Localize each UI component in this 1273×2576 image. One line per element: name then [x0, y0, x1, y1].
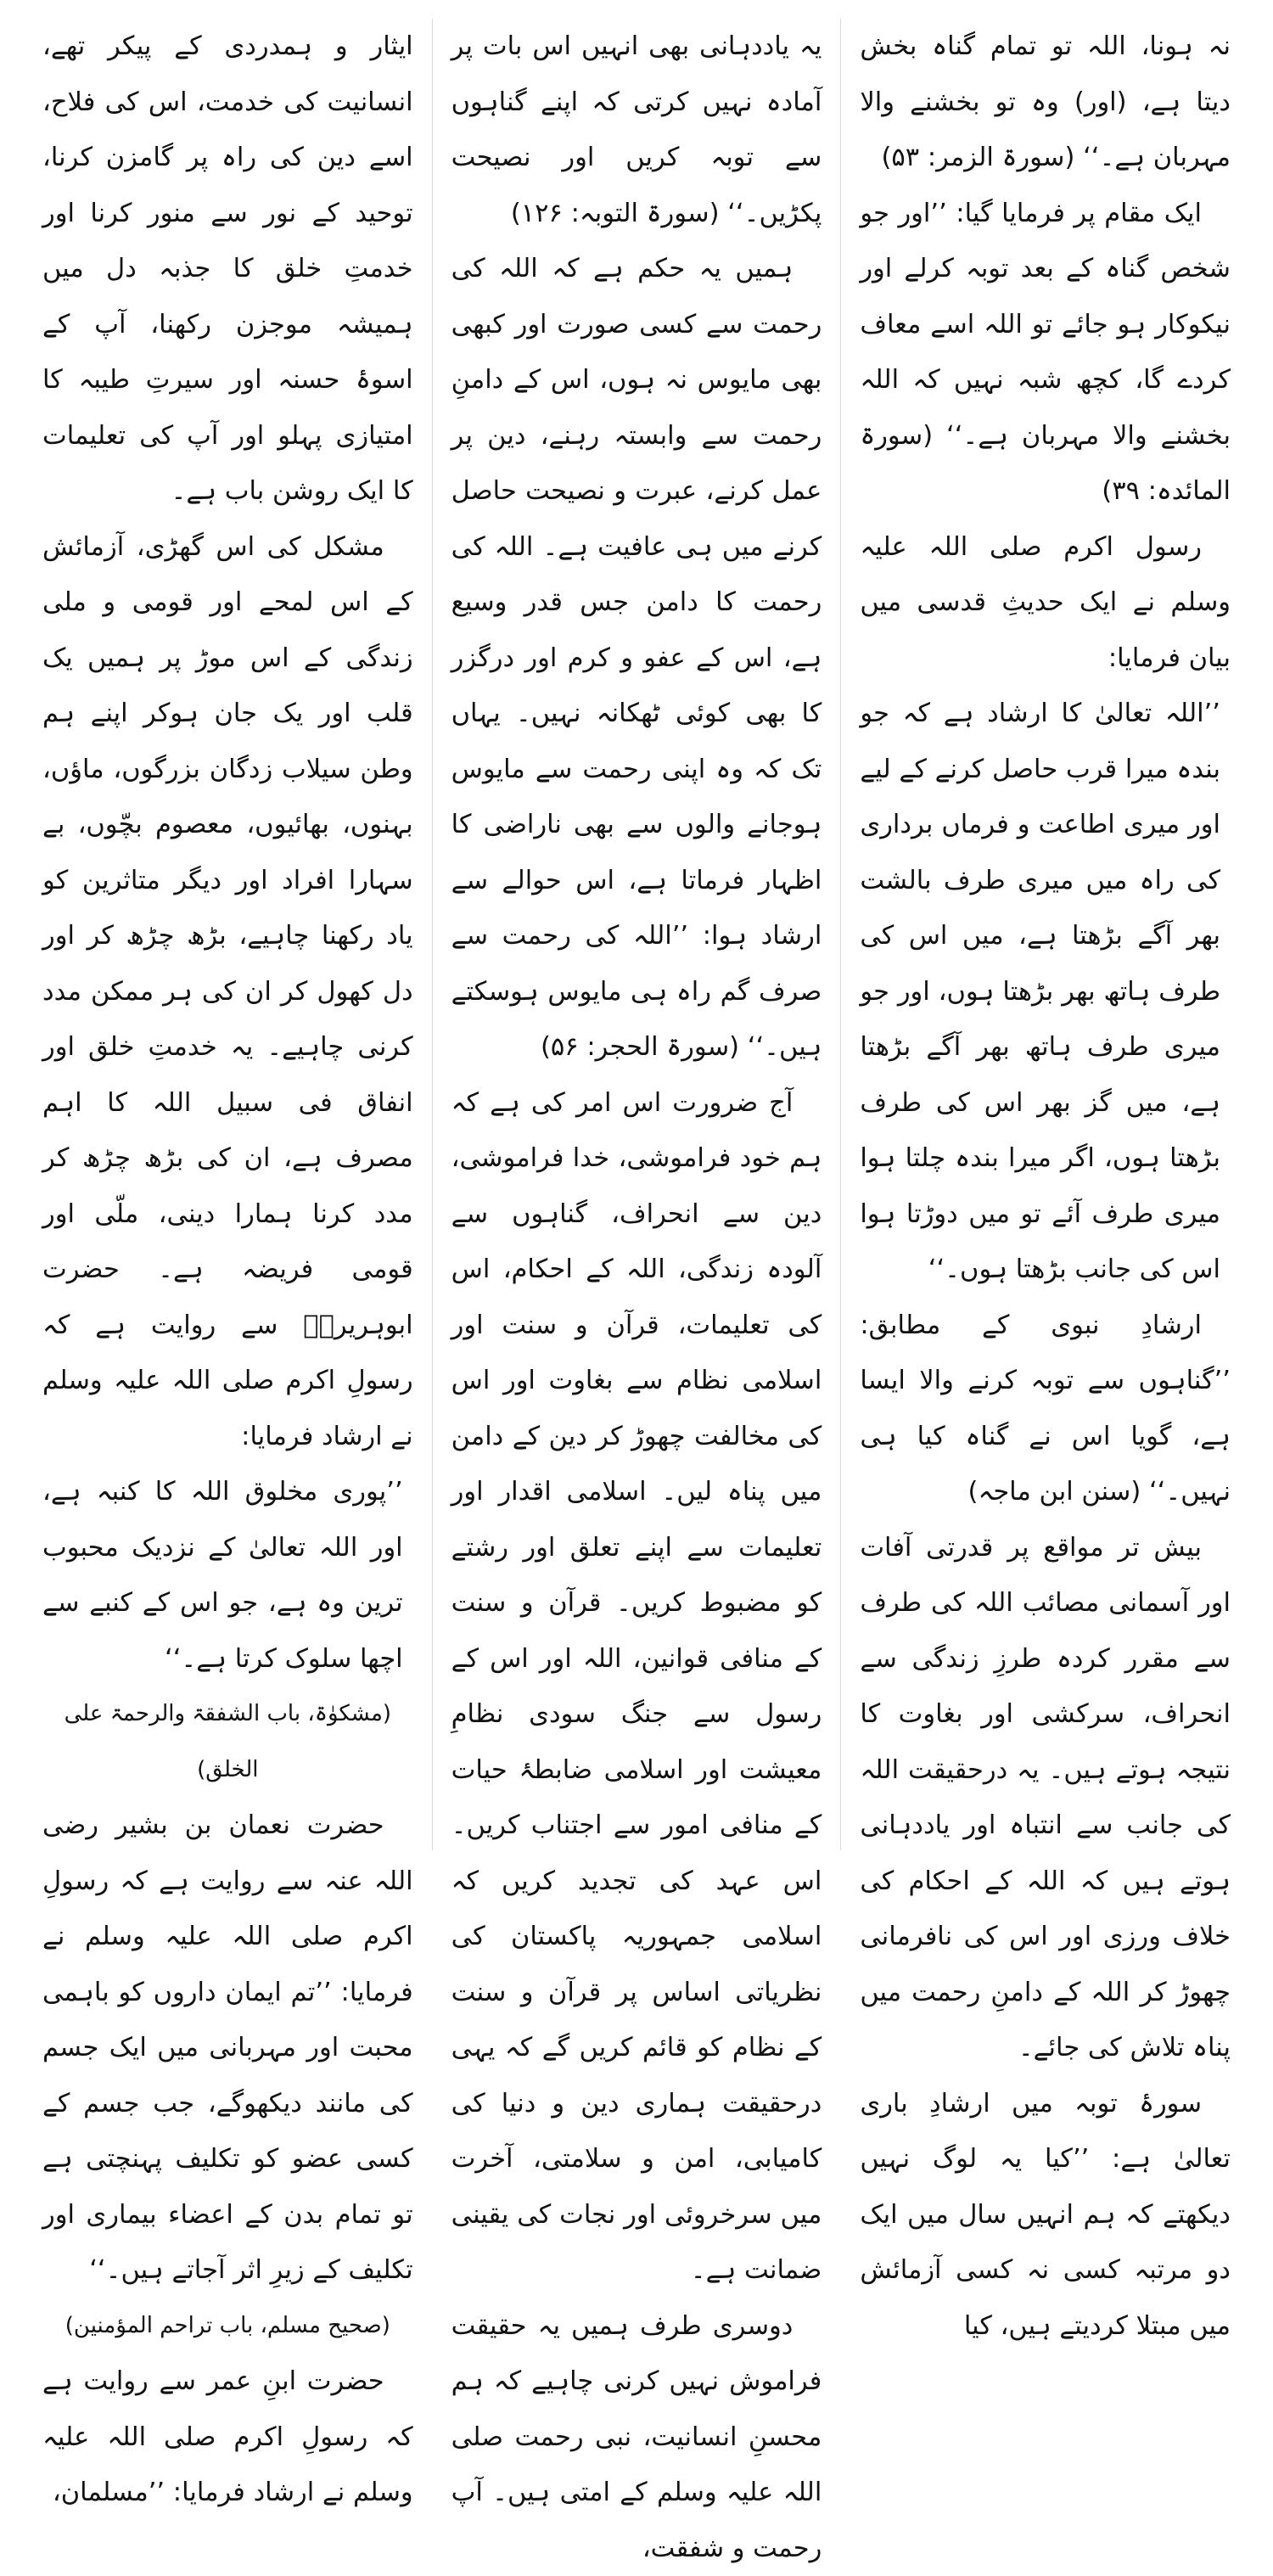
paragraph: نہ ہونا، اللہ تو تمام گناہ بخش دیتا ہے، (اور) وہ تو بخشنے والا مہربان ہے۔‘‘ (سورۃ الزمر: ۵۳): [860, 19, 1231, 186]
paragraph: مشکل کی اس گھڑی، آزمائش کے اس لمحے اور قومی و ملی زندگی کے اس موڑ پر ہمیں یک قلب اور یک جان ہوکر اپنے ہم وطن سیلاب زدگان بزرگوں، ماؤں، بہنوں، بھائیوں، معصوم بچّوں، بے سہارا افراد اور دیگر متاثرین کو یاد رکھنا چاہیے، بڑھ چڑھ کر اور دل کھول کر ان کی ہر ممکن مدد کرنی چاہیے۔ یہ خدمتِ خلق اور انفاق فی سبیل اللہ کا اہم مصرف ہے، ان کی بڑھ چڑھ کر مدد کرنا ہمارا دینی، ملّی اور قومی فریضہ ہے۔ حضرت ابوہریرہؓ سے روایت ہے کہ رسولِ اکرم صلی اللہ علیہ وسلم نے ارشاد فرمایا:: [42, 519, 413, 1465]
paragraph: ’’پوری مخلوق اللہ کا کنبہ ہے، اور اللہ تعالیٰ کے نزدیک محبوب ترین وہ ہے، جو اس کے کنبے سے اچھا سلوک کرتا ہے۔‘‘: [42, 1464, 413, 1686]
column-left: [24, 19, 433, 1850]
paragraph: (مشکوٰۃ، باب الشفقۃ والرحمۃ علی الخلق): [42, 1686, 413, 1798]
paragraph: ایثار و ہمدردی کے پیکر تھے، انسانیت کی خدمت، اس کی فلاح، اسے دین کی راہ پر گامزن کرنا، توحید کے نور سے منور کرنا اور خدمتِ خلق کا جذبہ دل میں ہمیشہ موجزن رکھنا، آپ کے اسوۂ حسنہ اور سیرتِ طیبہ کا امتیازی پہلو اور آپ کی تعلیمات کا ایک روشن باب ہے۔: [42, 19, 413, 519]
paragraph: ہمیں یہ حکم ہے کہ اللہ کی رحمت سے کسی صورت اور کبھی بھی مایوس نہ ہوں، اس کے دامنِ رحمت سے وابستہ رہنے، دین پر عمل کرنے، عبرت و نصیحت حاصل کرنے میں ہی عافیت ہے۔ اللہ کی رحمت کا دامن جس قدر وسیع ہے، اس کے عفو و کرم اور درگزر کا بھی کوئی ٹھکانہ نہیں۔ یہاں تک کہ وہ اپنی رحمت سے مایوس ہوجانے والوں سے بھی ناراضی کا اظہار فرماتا ہے، اس حوالے سے ارشاد ہوا: ’’اللہ کی رحمت سے صرف گم راہ ہی مایوس ہوسکتے ہیں۔‘‘ (سورۃ الحجر: ۵۶): [451, 241, 822, 1075]
paragraph: ’’اللہ تعالیٰ کا ارشاد ہے کہ جو بندہ میرا قرب حاصل کرنے کے لیے اور میری اطاعت و فرماں برداری کی راہ میں میری طرف بالشت بھر آگے بڑھتا ہے، میں اس کی طرف ہاتھ بھر بڑھتا ہوں، اور جو میری طرف ہاتھ بھر آگے بڑھتا ہے، میں گز بھر اس کی طرف بڑھتا ہوں، اگر میرا بندہ چلتا ہوا میری طرف آئے تو میں دوڑتا ہوا اس کی جانب بڑھتا ہوں۔‘‘: [860, 686, 1231, 1298]
paragraph: ارشادِ نبوی کے مطابق: ’’گناہوں سے توبہ کرنے والا ایسا ہے، گویا اس نے گناہ کیا ہی نہیں۔‘‘ (سنن ابن ماجہ): [860, 1298, 1231, 1520]
paragraph: بیش تر مواقع پر قدرتی آفات اور آسمانی مصائب اللہ کی طرف سے مقرر کردہ طرزِ زندگی سے انحراف، سرکشی اور بغاوت کا نتیجہ ہوتے ہیں۔ یہ درحقیقت اللہ کی جانب سے انتباہ اور یاددہانی ہوتے ہیں کہ اللہ کے احکام کی خلاف ورزی اور اس کی نافرمانی چھوڑ کر اللہ کے دامنِ رحمت میں پناہ تلاش کی جائے۔: [860, 1520, 1231, 2076]
paragraph: سورۂ توبہ میں ارشادِ باری تعالیٰ ہے: ’’کیا یہ لوگ نہیں دیکھتے کہ ہم انہیں سال میں ایک دو مرتبہ کسی نہ کسی آزمائش میں مبتلا کردیتے ہیں، کیا: [860, 2076, 1231, 2354]
column-right: [841, 19, 1249, 1850]
paragraph: حضرت ابنِ عمر سے روایت ہے کہ رسولِ اکرم صلی اللہ علیہ وسلم نے ارشاد فرمایا: ’’مسلمان،: [42, 2354, 413, 2521]
paragraph: دوسری طرف ہمیں یہ حقیقت فراموش نہیں کرنی چاہیے کہ ہم محسنِ انسانیت، نبی رحمت صلی اللہ علیہ وسلم کے امتی ہیں۔ آپ رحمت و شفقت،: [451, 2298, 822, 2576]
paragraph: ایک مقام پر فرمایا گیا: ’’اور جو شخص گناہ کے بعد توبہ کرلے اور نیکوکار ہو جائے تو اللہ اسے معاف کردے گا، کچھ شبہ نہیں کہ اللہ بخشنے والا مہربان ہے۔‘‘ (سورۃ المائدہ: ۳۹): [860, 186, 1231, 519]
column-middle: [433, 19, 842, 1850]
paragraph: رسول اکرم صلی اللہ علیہ وسلم نے ایک حدیثِ قدسی میں بیان فرمایا:: [860, 519, 1231, 687]
paragraph: آج ضرورت اس امر کی ہے کہ ہم خود فراموشی، خدا فراموشی، دین سے انحراف، گناہوں سے آلودہ زندگی، اللہ کے احکام، اس کی تعلیمات، قرآن و سنت اور اسلامی نظام سے بغاوت اور اس کی مخالفت چھوڑ کر دین کے دامن میں پناہ لیں۔ اسلامی اقدار اور تعلیمات سے اپنے تعلق اور رشتے کو مضبوط کریں۔ قرآن و سنت کے منافی قوانین، اللہ اور اس کے رسول سے جنگ سودی نظامِ معیشت اور اسلامی ضابطۂ حیات کے منافی امور سے اجتناب کریں۔ اس عہد کی تجدید کریں کہ اسلامی جمہوریہ پاکستان کی نظریاتی اساس پر قرآن و سنت کے نظام کو قائم کریں گے کہ یہی درحقیقت ہماری دین و دنیا کی کامیابی، امن و سلامتی، آخرت میں سرخروئی اور نجات کی یقینی ضمانت ہے۔: [451, 1075, 822, 2298]
paragraph: یہ یاددہانی بھی انہیں اس بات پر آمادہ نہیں کرتی کہ اپنے گناہوں سے توبہ کریں اور نصیحت پکڑیں۔‘‘ (سورۃ التوبہ: ۱۲۶): [451, 19, 822, 241]
paragraph: حضرت نعمان بن بشیر رضی اللہ عنہ سے روایت ہے کہ رسولِ اکرم صلی اللہ علیہ وسلم نے فرمایا: ’’تم ایمان داروں کو باہمی محبت اور مہربانی میں ایک جسم کی مانند دیکھوگے، جب جسم کے کسی عضو کو تکلیف پہنچتی ہے تو تمام بدن کے اعضاء بیماری اور تکلیف کے زیرِ اثر آجاتے ہیں۔‘‘: [42, 1798, 413, 2298]
paragraph: (صحیح مسلم، باب تراحم المؤمنین): [42, 2298, 413, 2354]
